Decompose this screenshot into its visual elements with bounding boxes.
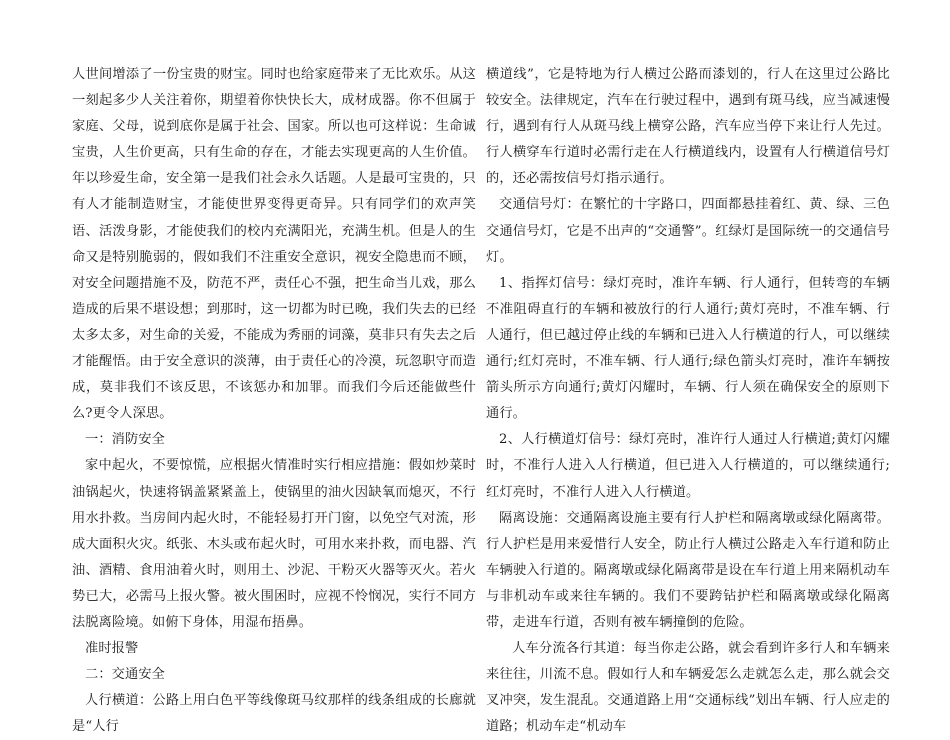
signal-light-rules-paragraph: 1、指挥灯信号：绿灯亮时，准许车辆、行人通行，但转弯的车辆不准阻碍直行的车辆和被放行的行人通行;黄灯亮时，不准车辆、行人通行，但已越过停止线的车辆和已进入人行横道的行人，可以继续通行;红灯亮时，不准车辆、行人通行;绿色箭头灯亮时，准许车辆按箭头所示方向通行;黄灯闪耀时，车辆、行人须在确保安全的原则下通行。: [486, 275, 890, 422]
life-value-paragraph: 人世间增添了一份宝贵的财宝。同时也给家庭带来了无比欢乐。从这一刻起多少人关注着你，期望着你快快长大，成材成器。你不但属于家庭、父母，说到底你是属于社会、国家。所以也可这样说：生命诚宝贵，人生价更高，只有生命的存在，才能去实现更高的人生价值。年以珍爱生命，安全第一是我们社会永久话题。人是最可宝贵的，只有人才能制造财宝，才能使世界变得更奇异。只有同学们的欢声笑语、活泼身影，才能使我们的校内充满阳光，充满生机。但是人的生命又是特别脆弱的，假如我们不注重安全意识，视安全隐患而不顾，对安全问题措施不及，防范不严，责任心不强，把生命当儿戏，那么造成的后果不堪设想；到那时，这一切都为时已晚，我们失去的已经太多太多，对生命的关爱，不能成为秀丽的词藻，莫非只有失去之后才能醒悟。由于安全意识的淡薄，由于责任心的冷漠，玩忽职守而造成，莫非我们不该反思，不该惩办和加罪。而我们今后还能做些什么?更令人深思。: [72, 67, 476, 422]
crosswalk-paragraph-start: 人行横道：公路上用白色平等线像斑马纹那样的线条组成的长廊就是“人行: [72, 693, 476, 735]
crosswalk-paragraph-continued: 横道线”，它是特地为行人横过公路而漆划的，行人在这里过公路比较安全。法律规定，汽车在行驶过程中，遇到有斑马线，应当减速慢行，遇到有行人从斑马线上横穿公路，汽车应当停下来让行人先过。行人横穿车行道时必需行走在人行横道线内，设置有人行横道信号灯的，还必需按信号灯指示通行。: [486, 67, 890, 187]
separate-lanes-paragraph: 人车分流各行其道：每当你走公路，就会看到许多行人和车辆来来往往，川流不息。假如行人和车辆爱怎么走就怎么走，那么就会交叉冲突，发生混乱。交通道路上用“交通标线”划出车辆、行人应走的道路；机动车走“机动车: [486, 641, 890, 735]
fire-safety-heading: 一：消防安全: [85, 432, 166, 448]
barrier-paragraph: 隔离设施：交通隔离设施主要有行人护栏和隔离墩或绿化隔离带。行人护栏是用来爱惜行人安全，防止行人横过公路走入车行道和防止车辆驶入行道的。隔离墩或绿化隔离带是设在车行道上用来隔机动车与非机动车或来往车辆的。我们不要跨钻护栏和隔离墩或绿化隔离带，走进车行道，否则有被车辆撞倒的危险。: [486, 510, 890, 630]
traffic-light-paragraph: 交通信号灯：在繁忙的十字路口，四面都悬挂着红、黄、绿、三色交通信号灯，它是不出声的“交通警”。红绿灯是国际统一的交通信号灯。: [486, 197, 890, 265]
fire-safety-paragraph: 家中起火，不要惊慌，应根据火情准时实行相应措施：假如炒菜时油锅起火，快速将锅盖紧紧盖上，使锅里的油火因缺氧而熄灭，不行用水扑救。当房间内起火时，不能轻易打开门窗，以免空气对流，形成大面积火灾。纸张、木头或布起火时，可用水来扑救，而电器、汽油、酒精、食用油着火时，则用土、沙泥、干粉灭火器等灭火。若火势已大，必需马上报火警。被火围困时，应视不怜悯况，实行不同方法脱离险境。如俯下身体，用湿布捂鼻。: [72, 458, 476, 630]
left-column: [72, 62, 476, 740]
right-column: [486, 62, 890, 740]
report-alarm-heading: 准时报警: [85, 641, 139, 657]
pedestrian-light-paragraph: 2、人行横道灯信号：绿灯亮时，准许行人通过人行横道;黄灯闪耀时，不准行人进入人行横道，但已进入人行横道的，可以继续通行;红灯亮时，不准行人进入人行横道。: [486, 432, 890, 500]
traffic-safety-heading: 二：交通安全: [85, 667, 166, 683]
